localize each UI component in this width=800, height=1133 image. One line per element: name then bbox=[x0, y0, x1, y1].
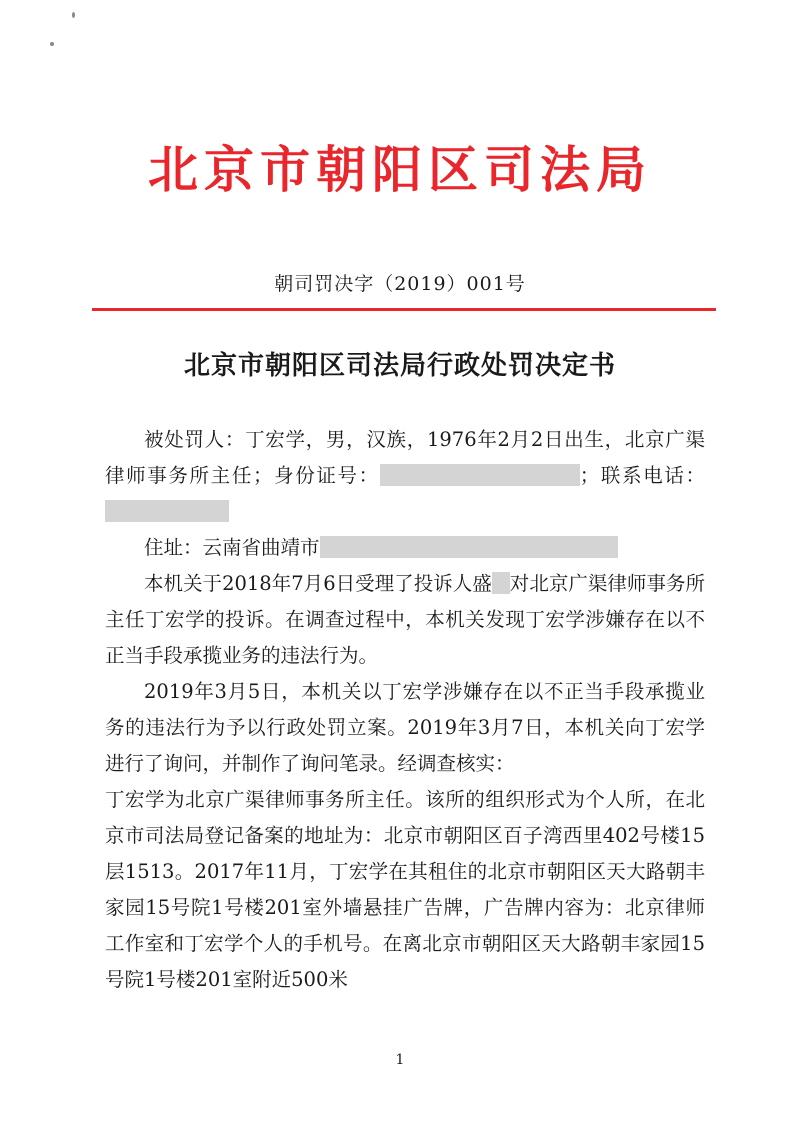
document-number: 朝司罚决字（2019）001号 bbox=[274, 273, 526, 295]
scan-speck bbox=[50, 42, 54, 46]
issuing-organization: 北京市朝阳区司法局 bbox=[148, 141, 652, 199]
redacted-address bbox=[320, 536, 618, 558]
paragraph-complaint: 本机关于2018年7月6日受理了投诉人盛 对北京广渠律师事务所主任丁宏学的投诉。在调查过程中，本机关发现丁宏学涉嫌存在以不正当手段承揽业务的违法行为。 bbox=[105, 572, 705, 667]
redacted-complainant-name bbox=[492, 572, 510, 594]
redacted-id-number bbox=[380, 464, 580, 486]
paragraph-address: 住址：云南省曲靖市 bbox=[105, 530, 705, 566]
paragraph-findings: 丁宏学为北京广渠律师事务所主任。该所的组织形式为个人所，在北京市司法局登记备案的地址为：北京市朝阳区百子湾西里402号楼15层1513。2017年11月，丁宏学在其租住的北京市朝阳区天大路朝丰家园15号院1号楼201室外墙悬挂广告牌，广告牌内容为：北京律师工作室和丁宏学个人的手机号。在离北京市朝阳区天大路朝丰家园15号院1号楼201室附近500米 bbox=[105, 788, 705, 991]
redacted-phone-number bbox=[105, 500, 229, 522]
document-title: 北京市朝阳区司法局行政处罚决定书 bbox=[183, 351, 616, 381]
page-number: 1 bbox=[395, 1052, 405, 1068]
red-divider-line bbox=[92, 308, 716, 311]
paragraph-respondent: 被处罚人：丁宏学，男，汉族，1976年2月2日出生，北京广渠律师事务所主任；身份证号： ；联系电话： bbox=[105, 422, 705, 530]
paragraph-case-filing: 2019年3月5日，本机关以丁宏学涉嫌存在以不正当手段承揽业务的违法行为予以行政处罚立案。2019年3月7日，本机关向丁宏学进行了询问，并制作了询问笔录。经调查核实： bbox=[105, 680, 705, 775]
document-body bbox=[105, 422, 705, 998]
scan-speck bbox=[72, 12, 75, 18]
